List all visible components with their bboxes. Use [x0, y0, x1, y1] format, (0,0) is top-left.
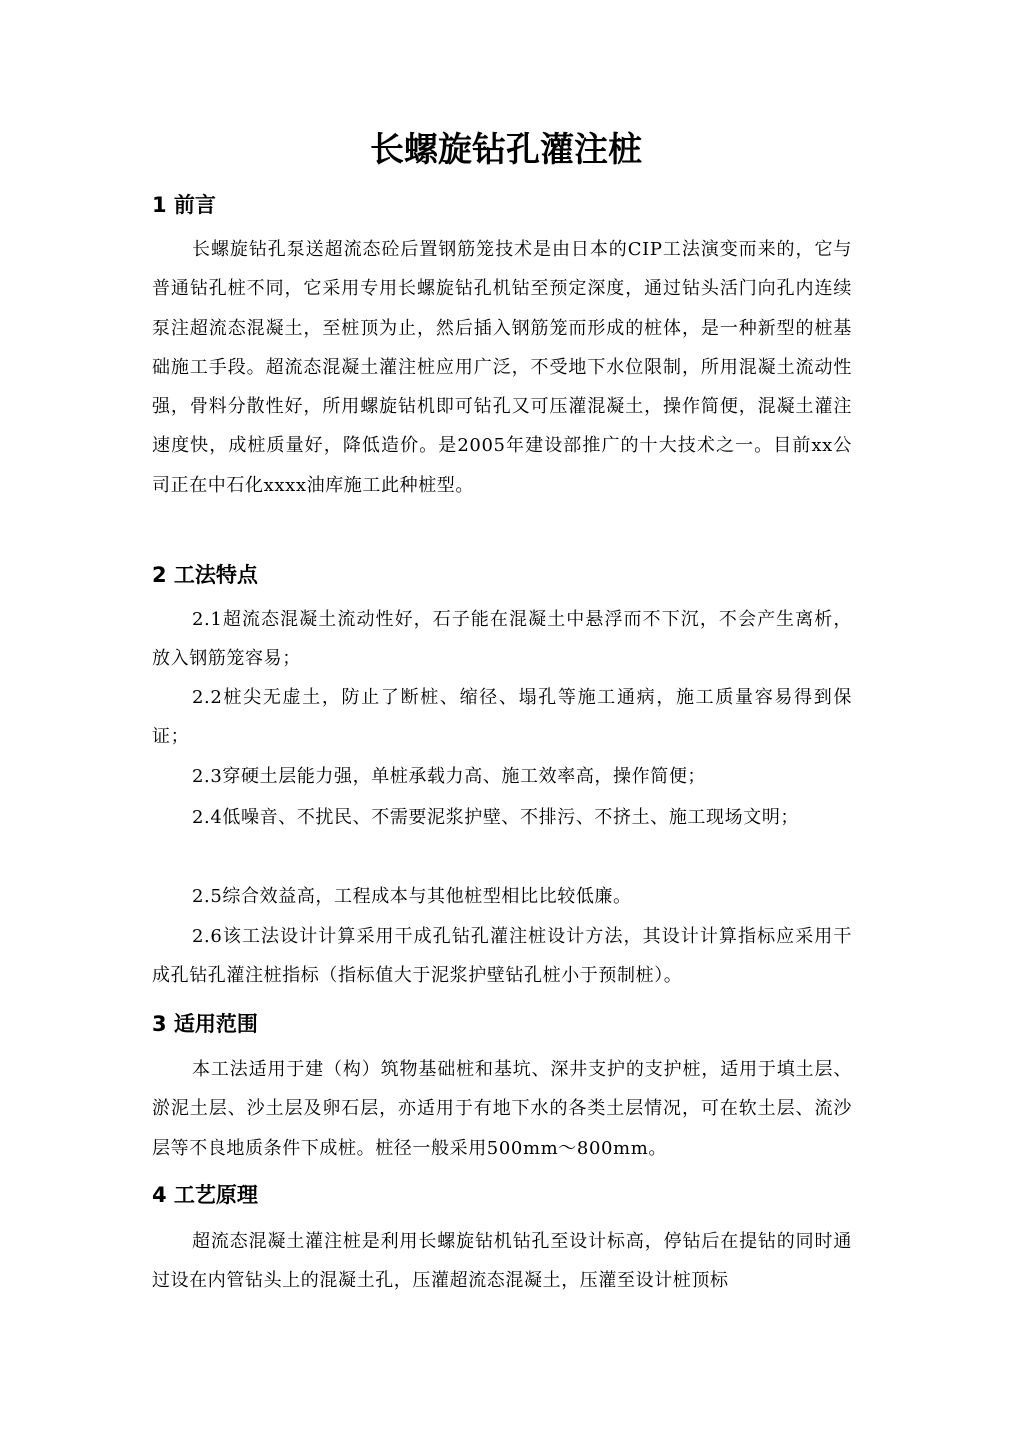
section-heading-1: 1 前言	[152, 193, 216, 217]
section-heading-2: 2 工法特点	[152, 563, 258, 587]
section-4-paragraph: 超流态混凝土灌注桩是利用长螺旋钻机钻孔至设计标高，停钻后在提钻的同时通过设在内管钻头上的混凝土孔，压灌超流态混凝土，压灌至设计桩顶标	[152, 1231, 852, 1292]
feature-item-2-2: 2.2桩尖无虚土，防止了断桩、缩径、塌孔等施工通病，施工质量容易得到保证；	[152, 687, 852, 747]
document-title: 长螺旋钻孔灌注桩	[370, 130, 642, 170]
section-heading-3: 3 适用范围	[152, 1012, 258, 1036]
section-3-paragraph: 本工法适用于建（构）筑物基础桩和基坑、深井支护的支护桩，适用于填土层、淤泥土层、沙土层及卵石层，亦适用于有地下水的各类土层情况，可在软土层、流沙层等不良地质条件下成桩。桩径一般采用500mm～800mm。	[152, 1059, 852, 1159]
section-1-paragraph: 长螺旋钻孔泵送超流态砼后置钢筋笼技术是由日本的CIP工法演变而来的，它与普通钻孔桩不同，它采用专用长螺旋钻孔机钻至预定深度，通过钻头活门向孔内连续泵注超流态混凝土，至桩顶为止，然后插入钢筋笼而形成的桩体，是一种新型的桩基础施工手段。超流态混凝土灌注桩应用广泛，不受地下水位限制，所用混凝土流动性强，骨料分散性好，所用螺旋钻机即可钻孔又可压灌混凝土，操作简便，混凝土灌注速度快，成桩质量好，降低造价。是2005年建设部推广的十大技术之一。目前xx公司正在中石化xxxx油库施工此种桩型。	[152, 239, 852, 496]
feature-item-2-4: 2.4低噪音、不扰民、不需要泥浆护壁、不排污、不挤土、施工现场文明；	[192, 807, 800, 828]
feature-item-2-5: 2.5综合效益高，工程成本与其他桩型相比比较低廉。	[192, 886, 632, 907]
feature-item-2-3: 2.3穿硬土层能力强，单桩承载力高、施工效率高，操作简便；	[192, 766, 707, 787]
feature-item-2-6: 2.6该工法设计计算采用干成孔钻孔灌注桩设计方法，其设计计算指标应采用干成孔钻孔灌注桩指标（指标值大于泥浆护壁钻孔桩小于预制桩）。	[152, 926, 852, 986]
section-heading-4: 4 工艺原理	[152, 1183, 258, 1207]
feature-item-2-1: 2.1超流态混凝土流动性好，石子能在混凝土中悬浮而不下沉，不会产生离析，放入钢筋笼容易；	[152, 609, 852, 669]
